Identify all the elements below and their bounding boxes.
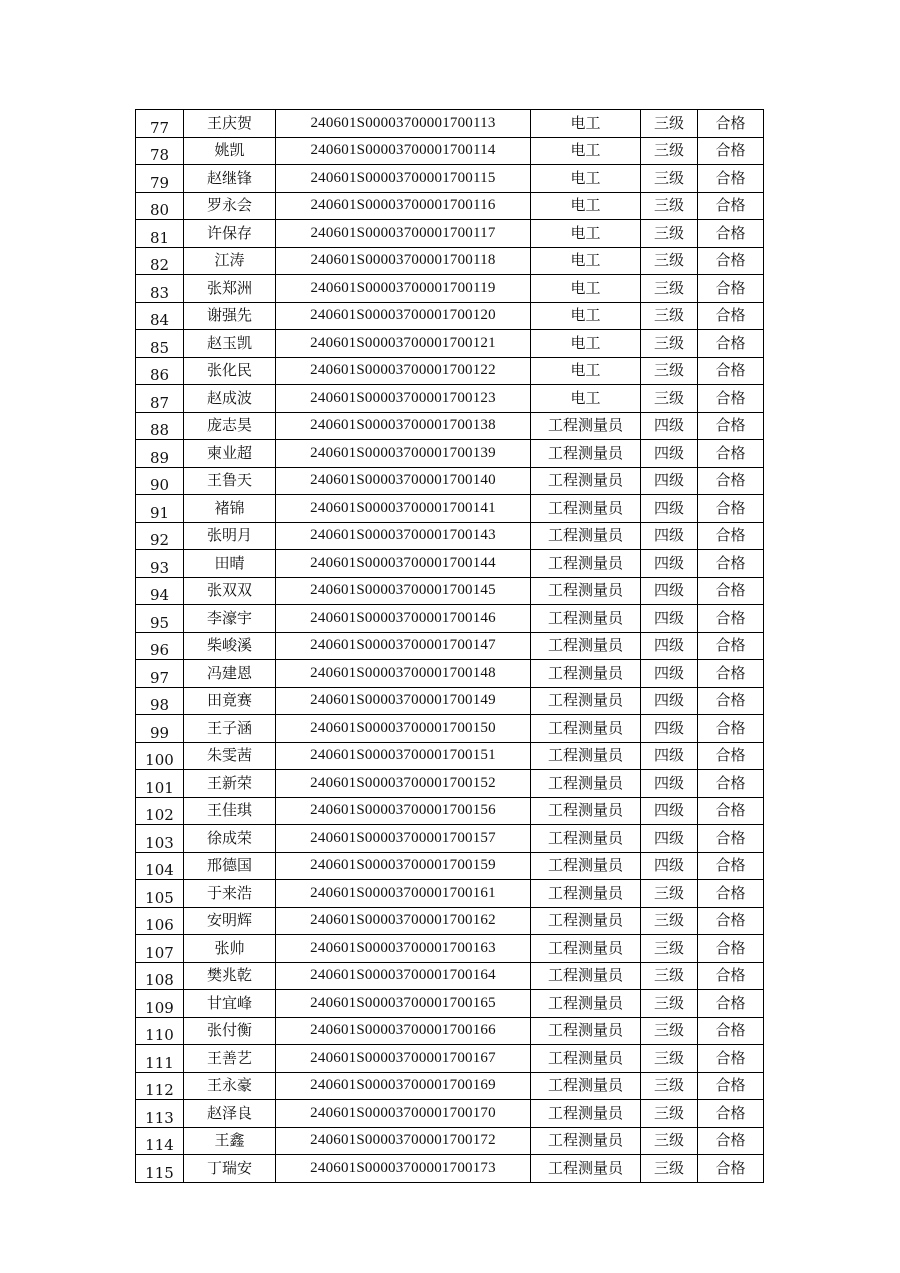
table-row — [136, 632, 764, 660]
level-cell: 四级 — [641, 852, 698, 880]
level-cell: 三级 — [641, 990, 698, 1018]
certificate-number-cell: 240601S00003700001700116 — [276, 192, 531, 220]
name-cell: 安明辉 — [184, 907, 276, 935]
result-cell: 合格 — [698, 770, 764, 798]
occupation-cell: 工程测量员 — [531, 1045, 641, 1073]
result-cell: 合格 — [698, 1100, 764, 1128]
name-cell: 王子涵 — [184, 715, 276, 743]
certificate-number-cell: 240601S00003700001700144 — [276, 550, 531, 578]
row-number-cell: 112 — [136, 1072, 184, 1100]
table-row — [136, 990, 764, 1018]
table-row — [136, 660, 764, 688]
occupation-cell: 工程测量员 — [531, 742, 641, 770]
certificate-number-cell: 240601S00003700001700156 — [276, 797, 531, 825]
row-number-cell: 101 — [136, 770, 184, 798]
certificate-number-cell: 240601S00003700001700159 — [276, 852, 531, 880]
table-row — [136, 165, 764, 193]
row-number-cell: 107 — [136, 935, 184, 963]
level-cell: 四级 — [641, 412, 698, 440]
result-cell: 合格 — [698, 880, 764, 908]
result-cell: 合格 — [698, 192, 764, 220]
certificate-number-cell: 240601S00003700001700118 — [276, 247, 531, 275]
table-row — [136, 385, 764, 413]
level-cell: 三级 — [641, 935, 698, 963]
row-number-cell: 110 — [136, 1017, 184, 1045]
level-cell: 四级 — [641, 797, 698, 825]
name-cell: 王善艺 — [184, 1045, 276, 1073]
row-number-cell: 81 — [136, 220, 184, 248]
row-number-cell: 98 — [136, 687, 184, 715]
row-number-cell: 83 — [136, 275, 184, 303]
row-number-cell: 84 — [136, 302, 184, 330]
certificate-number-cell: 240601S00003700001700149 — [276, 687, 531, 715]
result-cell: 合格 — [698, 577, 764, 605]
result-cell: 合格 — [698, 165, 764, 193]
result-cell: 合格 — [698, 275, 764, 303]
row-number-cell: 87 — [136, 385, 184, 413]
table-row — [136, 1127, 764, 1155]
name-cell: 姚凯 — [184, 137, 276, 165]
occupation-cell: 工程测量员 — [531, 1017, 641, 1045]
occupation-cell: 工程测量员 — [531, 550, 641, 578]
result-cell: 合格 — [698, 385, 764, 413]
certificate-number-cell: 240601S00003700001700114 — [276, 137, 531, 165]
name-cell: 樊兆乾 — [184, 962, 276, 990]
row-number-cell: 77 — [136, 110, 184, 138]
name-cell: 褚锦 — [184, 495, 276, 523]
result-cell: 合格 — [698, 495, 764, 523]
row-number-cell: 94 — [136, 577, 184, 605]
table-row — [136, 550, 764, 578]
table-row — [136, 220, 764, 248]
certificate-number-cell: 240601S00003700001700141 — [276, 495, 531, 523]
certificate-number-cell: 240601S00003700001700152 — [276, 770, 531, 798]
occupation-cell: 工程测量员 — [531, 935, 641, 963]
certificate-number-cell: 240601S00003700001700119 — [276, 275, 531, 303]
table-row — [136, 687, 764, 715]
name-cell: 田晴 — [184, 550, 276, 578]
table-row — [136, 192, 764, 220]
certificate-number-cell: 240601S00003700001700163 — [276, 935, 531, 963]
result-cell: 合格 — [698, 797, 764, 825]
name-cell: 张明月 — [184, 522, 276, 550]
result-cell: 合格 — [698, 550, 764, 578]
table-row — [136, 247, 764, 275]
level-cell: 四级 — [641, 495, 698, 523]
row-number-cell: 89 — [136, 440, 184, 468]
table-row — [136, 467, 764, 495]
result-cell: 合格 — [698, 632, 764, 660]
table-row — [136, 1155, 764, 1183]
row-number-cell: 99 — [136, 715, 184, 743]
occupation-cell: 电工 — [531, 137, 641, 165]
level-cell: 四级 — [641, 742, 698, 770]
result-cell: 合格 — [698, 467, 764, 495]
level-cell: 四级 — [641, 440, 698, 468]
name-cell: 田竟赛 — [184, 687, 276, 715]
name-cell: 江涛 — [184, 247, 276, 275]
certificate-number-cell: 240601S00003700001700122 — [276, 357, 531, 385]
occupation-cell: 工程测量员 — [531, 1127, 641, 1155]
row-number-cell: 104 — [136, 852, 184, 880]
occupation-cell: 工程测量员 — [531, 467, 641, 495]
table-row — [136, 440, 764, 468]
result-cell: 合格 — [698, 962, 764, 990]
level-cell: 三级 — [641, 220, 698, 248]
certificate-number-cell: 240601S00003700001700157 — [276, 825, 531, 853]
row-number-cell: 115 — [136, 1155, 184, 1183]
level-cell: 三级 — [641, 1017, 698, 1045]
level-cell: 四级 — [641, 577, 698, 605]
table-row — [136, 935, 764, 963]
row-number-cell: 85 — [136, 330, 184, 358]
results-table — [135, 109, 764, 1183]
row-number-cell: 96 — [136, 632, 184, 660]
name-cell: 冯建恩 — [184, 660, 276, 688]
result-cell: 合格 — [698, 687, 764, 715]
occupation-cell: 工程测量员 — [531, 825, 641, 853]
name-cell: 柴峻溪 — [184, 632, 276, 660]
result-cell: 合格 — [698, 110, 764, 138]
occupation-cell: 电工 — [531, 110, 641, 138]
certificate-number-cell: 240601S00003700001700121 — [276, 330, 531, 358]
certificate-number-cell: 240601S00003700001700167 — [276, 1045, 531, 1073]
result-cell: 合格 — [698, 935, 764, 963]
certificate-number-cell: 240601S00003700001700169 — [276, 1072, 531, 1100]
name-cell: 罗永会 — [184, 192, 276, 220]
table-row — [136, 522, 764, 550]
table-row — [136, 137, 764, 165]
level-cell: 四级 — [641, 605, 698, 633]
row-number-cell: 111 — [136, 1045, 184, 1073]
name-cell: 张化民 — [184, 357, 276, 385]
row-number-cell: 80 — [136, 192, 184, 220]
result-cell: 合格 — [698, 1017, 764, 1045]
name-cell: 王佳琪 — [184, 797, 276, 825]
occupation-cell: 工程测量员 — [531, 605, 641, 633]
occupation-cell: 电工 — [531, 357, 641, 385]
certificate-number-cell: 240601S00003700001700140 — [276, 467, 531, 495]
name-cell: 赵成波 — [184, 385, 276, 413]
level-cell: 三级 — [641, 192, 698, 220]
level-cell: 三级 — [641, 330, 698, 358]
occupation-cell: 工程测量员 — [531, 660, 641, 688]
table-row — [136, 797, 764, 825]
certificate-number-cell: 240601S00003700001700173 — [276, 1155, 531, 1183]
name-cell: 庞志昊 — [184, 412, 276, 440]
table-row — [136, 357, 764, 385]
certificate-number-cell: 240601S00003700001700139 — [276, 440, 531, 468]
name-cell: 柬业超 — [184, 440, 276, 468]
table-row — [136, 412, 764, 440]
occupation-cell: 工程测量员 — [531, 687, 641, 715]
name-cell: 徐成荣 — [184, 825, 276, 853]
occupation-cell: 工程测量员 — [531, 990, 641, 1018]
result-cell: 合格 — [698, 440, 764, 468]
occupation-cell: 工程测量员 — [531, 522, 641, 550]
result-cell: 合格 — [698, 357, 764, 385]
result-cell: 合格 — [698, 522, 764, 550]
level-cell: 三级 — [641, 1045, 698, 1073]
name-cell: 张付衡 — [184, 1017, 276, 1045]
occupation-cell: 工程测量员 — [531, 1155, 641, 1183]
result-cell: 合格 — [698, 1127, 764, 1155]
occupation-cell: 工程测量员 — [531, 880, 641, 908]
row-number-cell: 106 — [136, 907, 184, 935]
table-row — [136, 852, 764, 880]
row-number-cell: 108 — [136, 962, 184, 990]
row-number-cell: 88 — [136, 412, 184, 440]
result-cell: 合格 — [698, 742, 764, 770]
result-cell: 合格 — [698, 137, 764, 165]
table-row — [136, 1100, 764, 1128]
occupation-cell: 工程测量员 — [531, 852, 641, 880]
table-row — [136, 880, 764, 908]
table-row — [136, 110, 764, 138]
table-row — [136, 825, 764, 853]
level-cell: 三级 — [641, 302, 698, 330]
level-cell: 三级 — [641, 1072, 698, 1100]
name-cell: 于来浩 — [184, 880, 276, 908]
table-row — [136, 577, 764, 605]
table-row — [136, 962, 764, 990]
result-cell: 合格 — [698, 660, 764, 688]
certificate-number-cell: 240601S00003700001700138 — [276, 412, 531, 440]
certificate-number-cell: 240601S00003700001700172 — [276, 1127, 531, 1155]
occupation-cell: 工程测量员 — [531, 770, 641, 798]
name-cell: 张郑洲 — [184, 275, 276, 303]
result-cell: 合格 — [698, 247, 764, 275]
occupation-cell: 工程测量员 — [531, 412, 641, 440]
name-cell: 许保存 — [184, 220, 276, 248]
level-cell: 三级 — [641, 137, 698, 165]
certificate-number-cell: 240601S00003700001700165 — [276, 990, 531, 1018]
table-row — [136, 1072, 764, 1100]
table-row — [136, 1017, 764, 1045]
name-cell: 丁瑞安 — [184, 1155, 276, 1183]
level-cell: 三级 — [641, 880, 698, 908]
row-number-cell: 113 — [136, 1100, 184, 1128]
name-cell: 王新荣 — [184, 770, 276, 798]
occupation-cell: 电工 — [531, 330, 641, 358]
table-row — [136, 742, 764, 770]
certificate-number-cell: 240601S00003700001700146 — [276, 605, 531, 633]
level-cell: 三级 — [641, 907, 698, 935]
table-row — [136, 302, 764, 330]
occupation-cell: 工程测量员 — [531, 715, 641, 743]
certificate-number-cell: 240601S00003700001700164 — [276, 962, 531, 990]
certificate-number-cell: 240601S00003700001700148 — [276, 660, 531, 688]
result-cell: 合格 — [698, 907, 764, 935]
result-cell: 合格 — [698, 1072, 764, 1100]
result-cell: 合格 — [698, 1045, 764, 1073]
certificate-number-cell: 240601S00003700001700151 — [276, 742, 531, 770]
result-cell: 合格 — [698, 852, 764, 880]
level-cell: 四级 — [641, 687, 698, 715]
row-number-cell: 93 — [136, 550, 184, 578]
certificate-number-cell: 240601S00003700001700147 — [276, 632, 531, 660]
occupation-cell: 电工 — [531, 220, 641, 248]
certificate-number-cell: 240601S00003700001700113 — [276, 110, 531, 138]
level-cell: 三级 — [641, 1155, 698, 1183]
name-cell: 邢德国 — [184, 852, 276, 880]
name-cell: 谢强先 — [184, 302, 276, 330]
result-cell: 合格 — [698, 990, 764, 1018]
row-number-cell: 91 — [136, 495, 184, 523]
result-cell: 合格 — [698, 330, 764, 358]
row-number-cell: 82 — [136, 247, 184, 275]
name-cell: 张帅 — [184, 935, 276, 963]
row-number-cell: 114 — [136, 1127, 184, 1155]
table-row — [136, 605, 764, 633]
row-number-cell: 79 — [136, 165, 184, 193]
occupation-cell: 电工 — [531, 192, 641, 220]
table-row — [136, 715, 764, 743]
result-cell: 合格 — [698, 825, 764, 853]
name-cell: 赵泽良 — [184, 1100, 276, 1128]
row-number-cell: 97 — [136, 660, 184, 688]
level-cell: 四级 — [641, 550, 698, 578]
row-number-cell: 100 — [136, 742, 184, 770]
certificate-number-cell: 240601S00003700001700120 — [276, 302, 531, 330]
name-cell: 赵继锋 — [184, 165, 276, 193]
certificate-number-cell: 240601S00003700001700161 — [276, 880, 531, 908]
certificate-number-cell: 240601S00003700001700117 — [276, 220, 531, 248]
occupation-cell: 工程测量员 — [531, 440, 641, 468]
level-cell: 三级 — [641, 247, 698, 275]
level-cell: 四级 — [641, 660, 698, 688]
level-cell: 四级 — [641, 632, 698, 660]
table-row — [136, 907, 764, 935]
row-number-cell: 103 — [136, 825, 184, 853]
certificate-number-cell: 240601S00003700001700150 — [276, 715, 531, 743]
occupation-cell: 工程测量员 — [531, 632, 641, 660]
occupation-cell: 工程测量员 — [531, 797, 641, 825]
certificate-number-cell: 240601S00003700001700115 — [276, 165, 531, 193]
name-cell: 王庆贺 — [184, 110, 276, 138]
name-cell: 李濠宇 — [184, 605, 276, 633]
name-cell: 张双双 — [184, 577, 276, 605]
row-number-cell: 109 — [136, 990, 184, 1018]
table-row — [136, 1045, 764, 1073]
level-cell: 四级 — [641, 522, 698, 550]
name-cell: 王永豪 — [184, 1072, 276, 1100]
table-row — [136, 275, 764, 303]
occupation-cell: 电工 — [531, 165, 641, 193]
table-row — [136, 330, 764, 358]
result-cell: 合格 — [698, 715, 764, 743]
level-cell: 四级 — [641, 825, 698, 853]
occupation-cell: 电工 — [531, 302, 641, 330]
row-number-cell: 92 — [136, 522, 184, 550]
row-number-cell: 86 — [136, 357, 184, 385]
level-cell: 三级 — [641, 275, 698, 303]
row-number-cell: 102 — [136, 797, 184, 825]
name-cell: 朱雯茜 — [184, 742, 276, 770]
level-cell: 三级 — [641, 110, 698, 138]
level-cell: 四级 — [641, 770, 698, 798]
name-cell: 王鑫 — [184, 1127, 276, 1155]
table-body — [136, 110, 764, 1183]
occupation-cell: 工程测量员 — [531, 1072, 641, 1100]
result-cell: 合格 — [698, 220, 764, 248]
row-number-cell: 105 — [136, 880, 184, 908]
level-cell: 三级 — [641, 357, 698, 385]
result-cell: 合格 — [698, 412, 764, 440]
result-cell: 合格 — [698, 1155, 764, 1183]
occupation-cell: 电工 — [531, 385, 641, 413]
name-cell: 赵玉凯 — [184, 330, 276, 358]
certificate-number-cell: 240601S00003700001700162 — [276, 907, 531, 935]
row-number-cell: 90 — [136, 467, 184, 495]
level-cell: 三级 — [641, 385, 698, 413]
result-cell: 合格 — [698, 605, 764, 633]
level-cell: 三级 — [641, 165, 698, 193]
occupation-cell: 电工 — [531, 275, 641, 303]
row-number-cell: 95 — [136, 605, 184, 633]
level-cell: 三级 — [641, 962, 698, 990]
row-number-cell: 78 — [136, 137, 184, 165]
occupation-cell: 工程测量员 — [531, 907, 641, 935]
certificate-number-cell: 240601S00003700001700166 — [276, 1017, 531, 1045]
table-row — [136, 495, 764, 523]
level-cell: 三级 — [641, 1100, 698, 1128]
occupation-cell: 电工 — [531, 247, 641, 275]
certificate-number-cell: 240601S00003700001700143 — [276, 522, 531, 550]
level-cell: 四级 — [641, 715, 698, 743]
name-cell: 甘宜峰 — [184, 990, 276, 1018]
occupation-cell: 工程测量员 — [531, 495, 641, 523]
certificate-number-cell: 240601S00003700001700170 — [276, 1100, 531, 1128]
name-cell: 王鲁天 — [184, 467, 276, 495]
certificate-number-cell: 240601S00003700001700145 — [276, 577, 531, 605]
certificate-number-cell: 240601S00003700001700123 — [276, 385, 531, 413]
level-cell: 四级 — [641, 467, 698, 495]
level-cell: 三级 — [641, 1127, 698, 1155]
result-cell: 合格 — [698, 302, 764, 330]
table-row — [136, 770, 764, 798]
occupation-cell: 工程测量员 — [531, 962, 641, 990]
occupation-cell: 工程测量员 — [531, 1100, 641, 1128]
occupation-cell: 工程测量员 — [531, 577, 641, 605]
